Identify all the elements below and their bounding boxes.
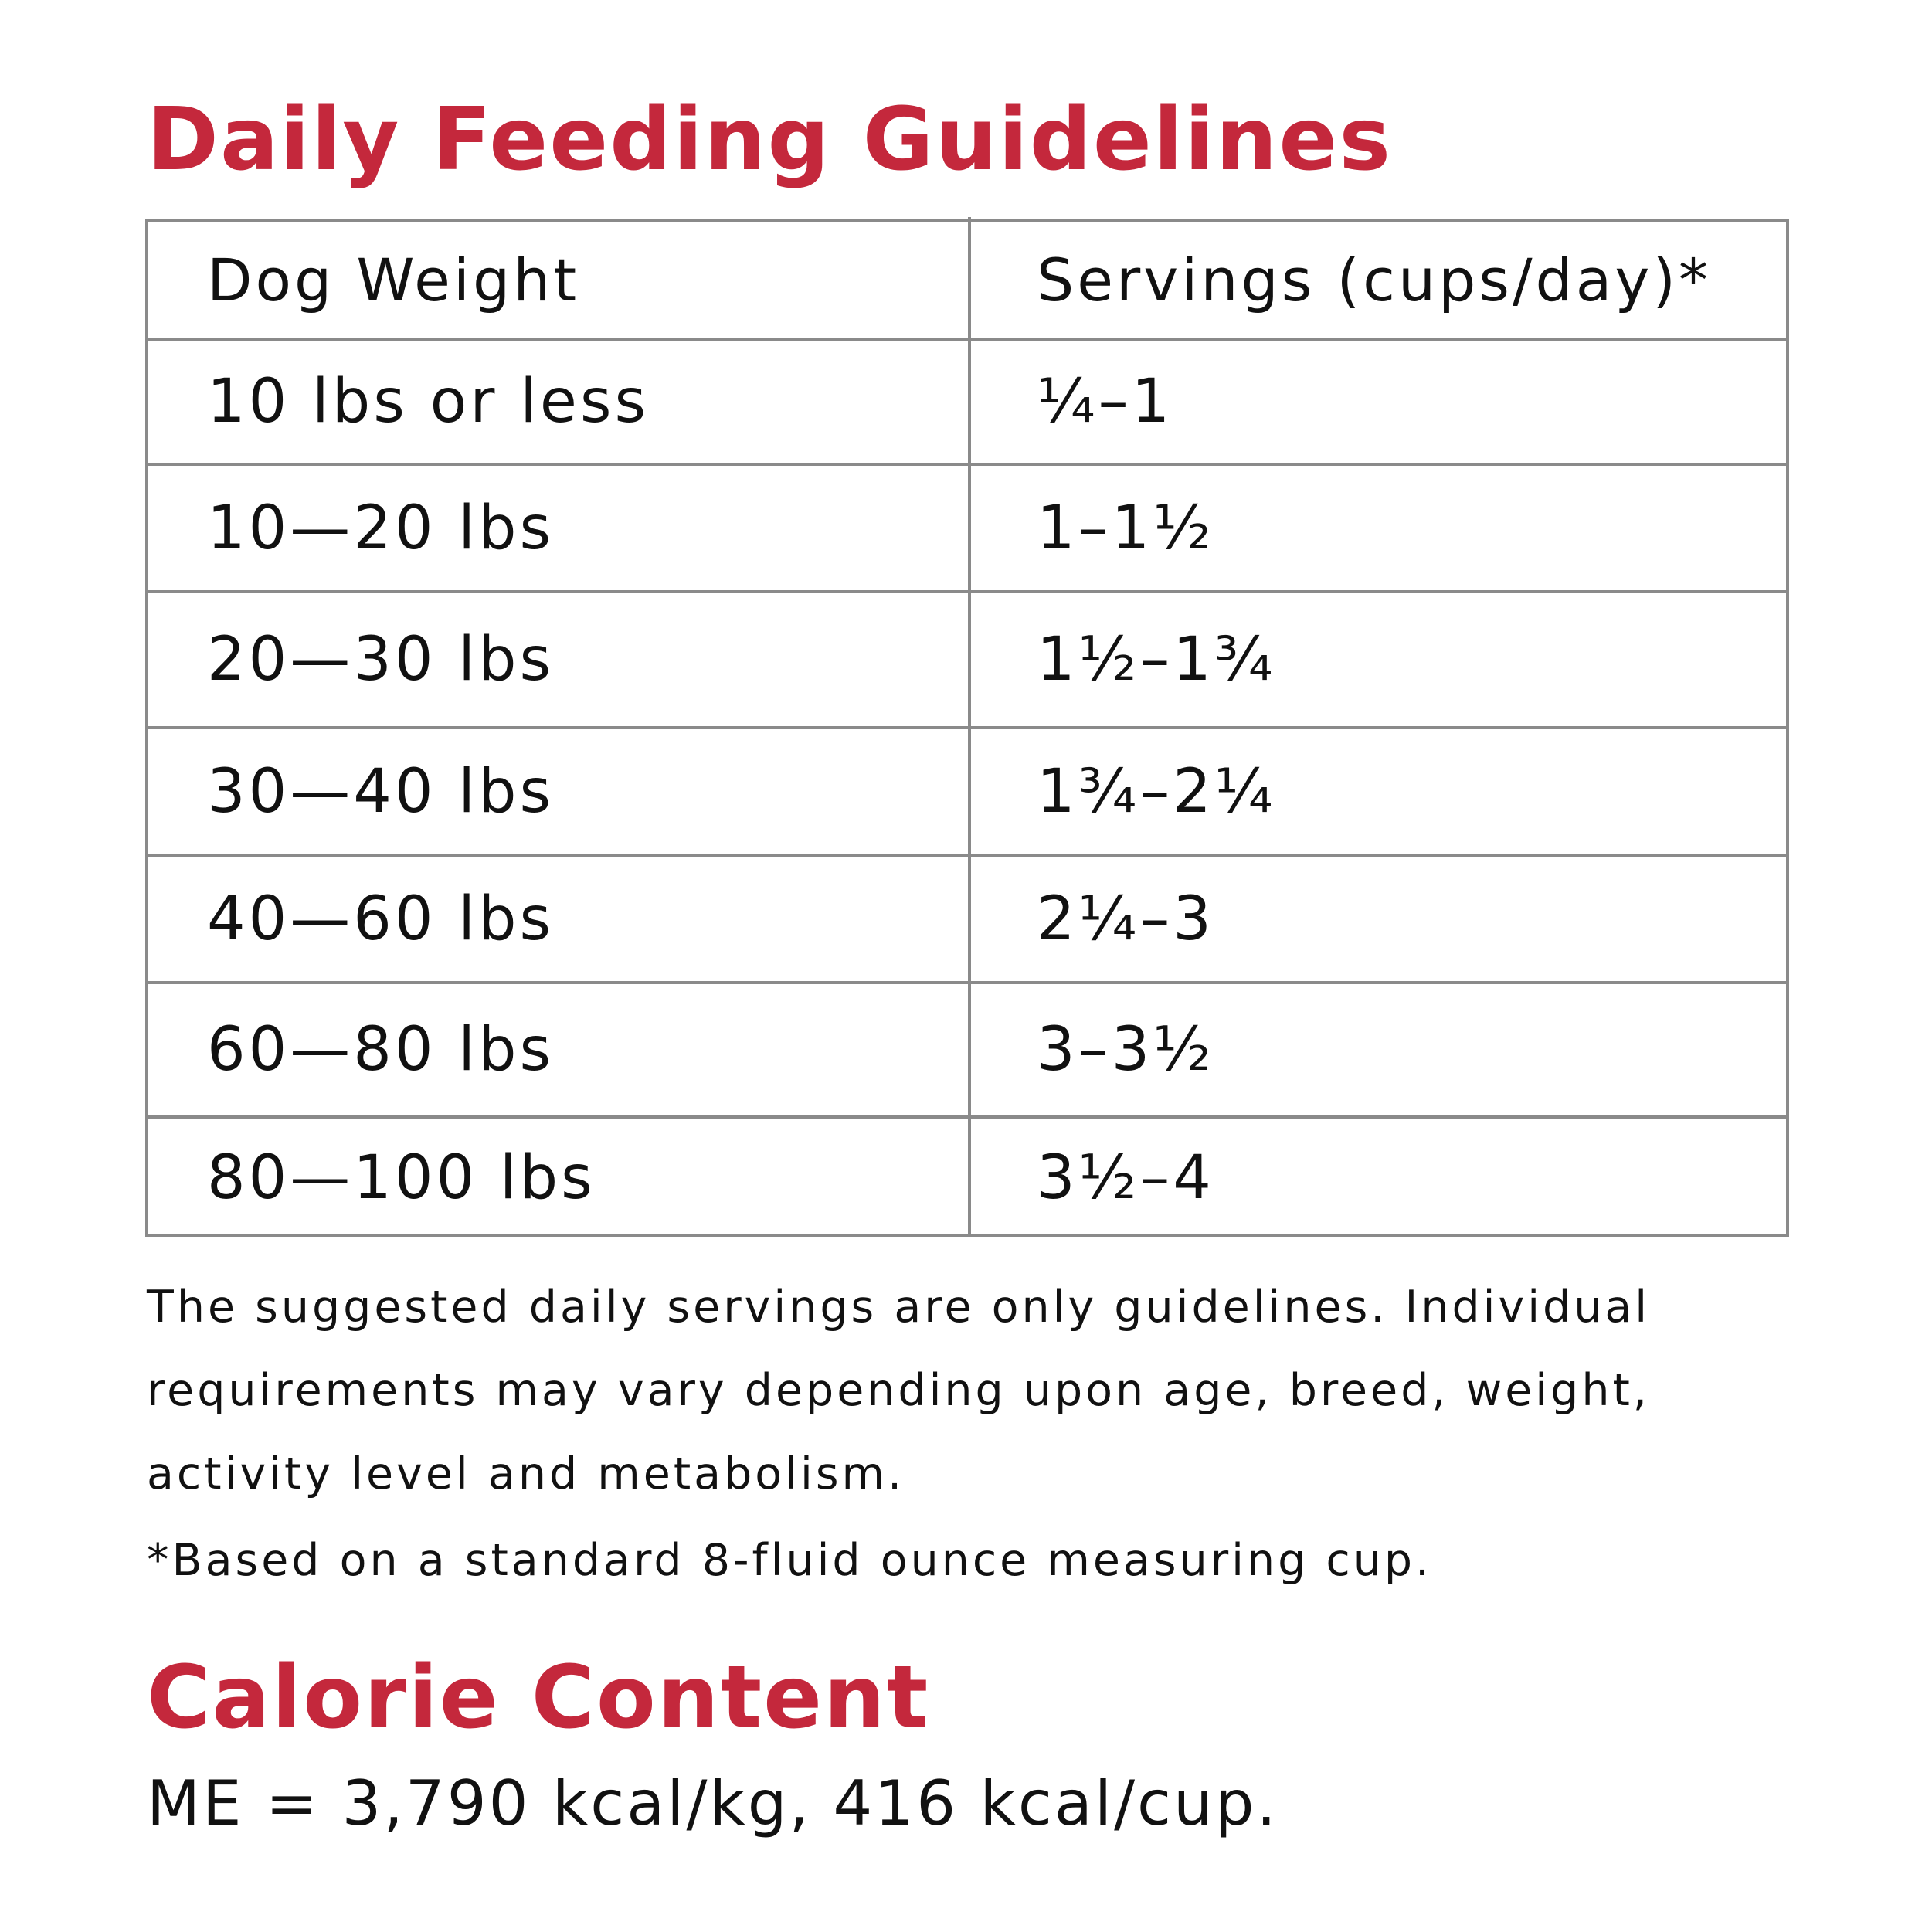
servings-cell: 3½–4 (1037, 1143, 1214, 1213)
servings-cell: 3–3½ (1037, 1015, 1214, 1085)
weight-cell: 20—30 lbs (207, 625, 555, 694)
weight-cell: 40—60 lbs (207, 885, 555, 954)
header-dog-weight: Dog Weight (207, 245, 580, 314)
weight-cell: 60—80 lbs (207, 1015, 555, 1085)
servings-cell: 1–1½ (1037, 493, 1214, 563)
header-servings: Servings (cups/day)* (1037, 245, 1711, 314)
table-row (148, 981, 1786, 1115)
servings-cell: 2¼–3 (1037, 885, 1214, 954)
table-row (148, 463, 1786, 590)
measuring-cup-footnote: *Based on a standard 8-fluid ounce measuring cup. (147, 1535, 1433, 1586)
table-row (148, 1115, 1786, 1237)
feeding-note: The suggested daily servings are only guidelines. Individual requirements may vary depending upon age, breed, weight, activity level and metabolism. (147, 1282, 1651, 1499)
weight-cell: 10 lbs or less (207, 367, 650, 436)
calorie-content-title: Calorie Content (147, 1648, 930, 1748)
feeding-table (145, 219, 1789, 1237)
servings-cell: 1½–1¾ (1037, 625, 1276, 694)
feeding-guidelines-title: Daily Feeding Guidelines (147, 90, 1393, 190)
calorie-content-text: ME = 3,790 kcal/kg, 416 kcal/cup. (147, 1767, 1278, 1839)
weight-cell: 30—40 lbs (207, 757, 555, 827)
weight-cell: 10—20 lbs (207, 493, 555, 563)
table-row (148, 338, 1786, 463)
weight-cell: 80—100 lbs (207, 1143, 596, 1213)
table-header-row (148, 222, 1786, 338)
servings-cell: 1¾–2¼ (1037, 757, 1276, 827)
servings-cell: ¼–1 (1037, 367, 1173, 436)
table-row (148, 854, 1786, 981)
table-row (148, 590, 1786, 726)
table-row (148, 726, 1786, 854)
